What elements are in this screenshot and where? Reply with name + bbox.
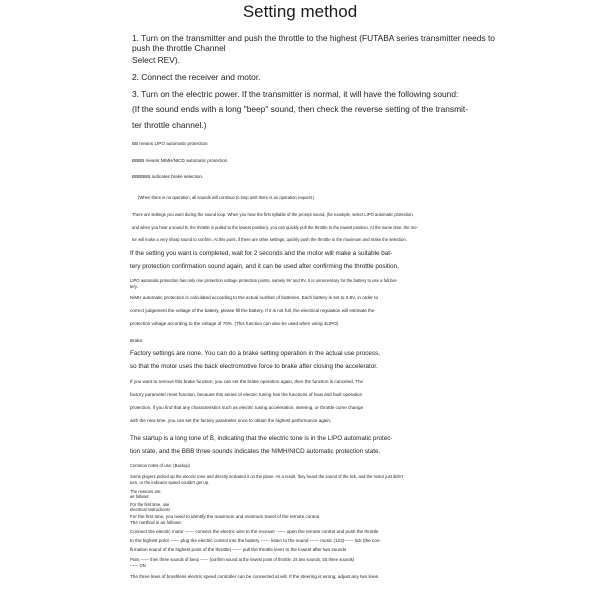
- step-1-line-3: Select REV).: [132, 55, 180, 65]
- step-2: 2. Connect the receiver and motor.: [132, 72, 261, 82]
- step-1-line-1: 1. Turn on the transmitter and push the throttle to the highest (FUTABA series transmitter needs to: [132, 33, 495, 43]
- sound-meaning-bbbb: BBBB means NIMH/NICD automatic protection: [132, 158, 228, 163]
- nimh-line-3: protection voltage according to the voltage of 70%. (This function can also be used when using 4LIPO): [130, 321, 339, 326]
- remove-line-1: If you want to remove this brake function, you can set the brake operation again, then the function is canceled. The: [130, 379, 364, 384]
- remove-line-2: factory parameter reset function, because this series of electric tuning has the functions of heat and fault operation: [130, 392, 363, 397]
- brake-line-1: Factory settings are none. You can do a brake setting operation in the actual use process,: [130, 350, 380, 357]
- method-line-1: Connect the electric motor ------ connect the electric wire to the receiver ------ open the remote control and push the throttle: [130, 529, 379, 534]
- startup-line-2: tion state, and the BBB three sounds indicates the NIMH/NICD automatic protection state.: [130, 448, 381, 455]
- lipo-note-line-2: tery.: [130, 284, 138, 289]
- point-note-2: ------ ON: [130, 563, 146, 568]
- point-note-1: Point ------ then three sounds of beep ------ (confirm sound at the lowest point of throttle, 2s two sounds, 3S three sounds): [130, 557, 355, 562]
- notes-method: The method is as follows:: [130, 520, 182, 525]
- method-line-3: firmation sound of the highest point of the throttle) ------ pull the throttle lever to the lowest after two sounds: [130, 547, 347, 552]
- remove-line-3: protection, if you find that any characteristics such as electric tuning acceleration, steering, or throttle curve change: [130, 405, 364, 410]
- nimh-line-2: correct judgement the voltage of the battery, please fill the battery. If it is not full, the electrical regulation will estimate the: [130, 308, 375, 313]
- loop-paragraph-line-1: There are settings you want during the sound loop. When you hear the first syllable of the prompt sound, (for example, select LIPO automatic protection,: [132, 212, 414, 217]
- notes-heading: Common notes of use: (Backup): [130, 463, 191, 468]
- brake-heading: Brake:: [130, 338, 144, 343]
- notes-line-1: Some players picked up the electric tone and directly activated it on the plane. As a result, they heard the sound of the tick, and the motor just didn't: [130, 474, 403, 479]
- loop-paragraph-line-2: and when you hear a sound B, the throttle is pulled to the lowest position), you can quickly pull the throttle to the lowest position. At the same time, the mo-: [132, 225, 418, 230]
- notes-identify: For the first time, you need to identify the maximum and minimum travel of the remote control.: [130, 514, 321, 519]
- sound-meaning-bbbbbb: BBBBBB indicates brake selection.: [132, 174, 204, 179]
- final-line: The three lines of brushless electric speed controller can be connected at will. If the steering is wrong, adjust any two lines.: [130, 574, 380, 579]
- step-3-line-1: 3. Turn on the electric power. If the transmitter is normal, it will have the following sound:: [132, 89, 459, 99]
- notes-as-follows: as follows:: [130, 494, 150, 499]
- sound-meaning-bb: BB means LIPO automatic protection: [132, 141, 208, 146]
- lipo-note-line-1: LIPO automatic protection has only one protection voltage protection points, namely 9V and 9V. It is unnecessary for the battery to use a full bar-: [130, 278, 398, 283]
- remove-line-4: with the new time, you can set the factory parameter once to obtain the highest performance again.: [130, 418, 332, 423]
- notes-first-time: For the first time, use: [130, 502, 170, 507]
- loop-note: (When there is no operation, all sounds will continue to loop until there is an operation request.): [138, 195, 315, 200]
- startup-line-1: The startup is a long tone of B, indicating that the electric tone is in the LIPO automatic protec-: [130, 435, 393, 442]
- step-3-line-3: ter throttle channel.): [132, 120, 207, 130]
- loop-paragraph-line-3: tor will make a very sharp sound to confirm. At this point, if there are other settings, quickly push the throttle to the maximum and make the selection.: [132, 237, 407, 242]
- notes-line-2: turn, or the indicator speed couldn't get up.: [130, 480, 210, 485]
- completed-line-2: tery protection confirmation sound again, and it can be used after confirming the throttle position.: [130, 263, 399, 270]
- nimh-line-1: NiMH automatic protection is calculated according to the actual number of batteries. Each battery is set to 0.8V, in order to: [130, 295, 379, 300]
- step-3-line-2: (If the sound ends with a long "beep" sound, then check the reverse setting of the transmit-: [132, 104, 469, 114]
- brake-line-2: so that the motor uses the back electromotive force to brake after closing the accelerator.: [130, 363, 378, 370]
- method-line-2: to the highest point ------ plug the electric control into the battery ------ listen to the sound ------ music (123)------ tick (the con-: [130, 538, 381, 543]
- notes-reasons: The reasons are:: [130, 489, 162, 494]
- completed-line-1: If the setting you want is completed, wait for 2 seconds and the motor will make a suitable bat-: [130, 250, 393, 257]
- page-title: Setting method: [242, 2, 358, 21]
- notes-electrical: electrical instructions!: [130, 507, 171, 512]
- step-1-line-2: push the throttle Channel: [132, 43, 226, 53]
